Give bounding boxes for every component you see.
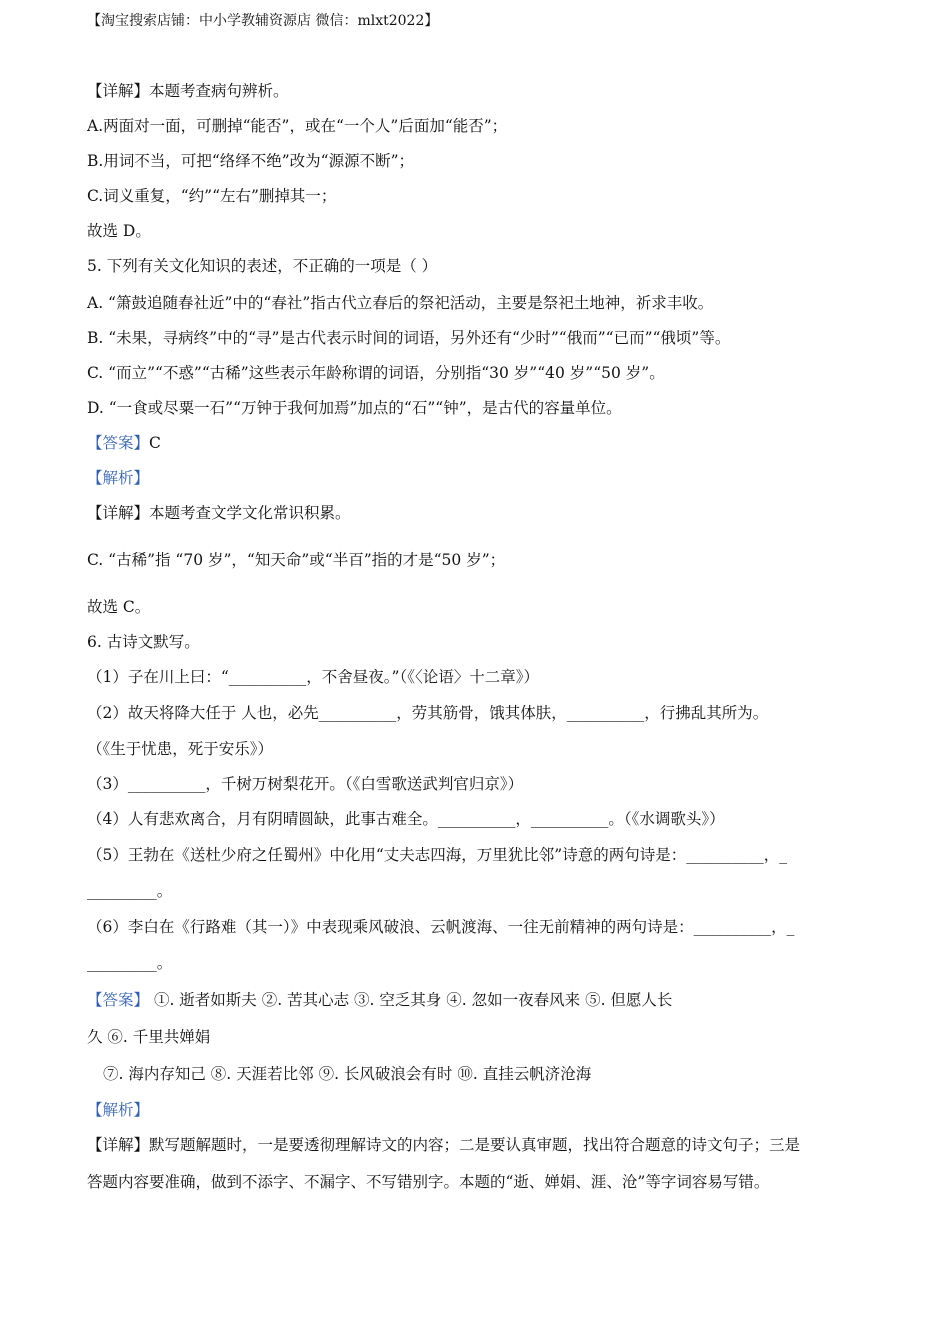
q6-answer-line-3: ⑦. 海内存知己 ⑧. 天涯若比邻 ⑨. 长风破浪会有时 ⑩. 直挂云帆济沧海 xyxy=(103,1065,592,1083)
q4-explain-c: C.词义重复，“约”“左右”删掉其一； xyxy=(87,187,337,205)
q6-answers-1: ①. 逝者如斯夫 ②. 苦其心志 ③. 空乏其身 ④. 忽如一夜春风来 ⑤. 但愿人长 xyxy=(149,991,673,1009)
q4-explain-a: A.两面对一面，可删掉“能否”，或在“一个人”后面加“能否”； xyxy=(87,117,508,135)
q6-item-5: （5）王勃在《送杜少府之任蜀州》中化用“丈夫志四海，万里犹比邻”诗意的两句诗是：__________，_ xyxy=(87,846,787,864)
q6-item-2: （2）故天将降大任于 人也，必先__________，劳其筋骨，饿其体肤，__________，行拂乱其所为。 xyxy=(87,704,769,722)
q6-analysis-label: 【解析】 xyxy=(87,1101,150,1119)
q6-item-4: （4）人有悲欢离合，月有阴晴圆缺，此事古难全。__________，__________。（《水调歌头》） xyxy=(87,810,725,828)
q5-conclusion: 故选 C。 xyxy=(87,598,151,616)
q5-answer xyxy=(87,432,161,454)
q6-item-1: （1）子在川上曰：“__________，不舍昼夜。”（《〈论语〉十二章》） xyxy=(87,668,539,686)
q5-answer-value: C xyxy=(149,434,161,452)
q6-answer-label: 【答案】 xyxy=(87,991,150,1009)
q6-answer-line-1 xyxy=(87,989,672,1011)
q6-item-2-source: （《生于忧患，死于安乐》） xyxy=(87,740,274,758)
page-header: 【淘宝搜索店铺：中小学教辅资源店 微信：mlxt2022】 xyxy=(87,13,439,29)
q6-stem: 6. 古诗文默写。 xyxy=(87,633,200,651)
q4-explain-b: B.用词不当，可把“络绎不绝”改为“源源不断”； xyxy=(87,152,415,170)
q5-stem: 5. 下列有关文化知识的表述，不正确的一项是（ ） xyxy=(87,257,438,275)
q6-detail-line-2: 答题内容要准确，做到不添字、不漏字、不写错别字。本题的“逝、婵娟、涯、沧”等字词容易写错。 xyxy=(87,1173,770,1191)
q5-option-d: D. “一食或尽粟一石”“万钟于我何加焉”加点的“石”“钟”，是古代的容量单位。 xyxy=(87,399,622,417)
q5-option-b: B. “未果，寻病终”中的“寻”是古代表示时间的词语，另外还有“少时”“俄而”“已而”“俄顷”等。 xyxy=(87,329,731,347)
q4-conclusion: 故选 D。 xyxy=(87,222,151,240)
q5-analysis-label: 【解析】 xyxy=(87,469,150,487)
q6-item-6: （6）李白在《行路难（其一）》中表现乘风破浪、云帆渡海、一往无前精神的两句诗是：__________，_ xyxy=(87,918,795,936)
q5-option-c: C. “而立”“不惑”“古稀”这些表示年龄称谓的词语，分别指“30 岁”“40 岁”“50 岁”。 xyxy=(87,364,665,382)
q6-detail-line-1: 【详解】默写题解题时，一是要透彻理解诗文的内容；二是要认真审题，找出符合题意的诗文句子；三是 xyxy=(87,1136,801,1154)
q6-item-5-cont: _________。 xyxy=(87,882,173,900)
q6-item-6-cont: _________。 xyxy=(87,954,173,972)
q5-detail: 【详解】本题考查文学文化常识积累。 xyxy=(87,504,351,522)
q5-option-a: A. “箫鼓追随春社近”中的“春社”指古代立春后的祭祀活动，主要是祭祀土地神，祈求丰收。 xyxy=(87,294,714,312)
q6-item-3: （3）__________，千树万树梨花开。（《白雪歌送武判官归京》） xyxy=(87,775,524,793)
q5-explain: C. “古稀”指 “70 岁”，“知天命”或“半百”指的才是“50 岁”； xyxy=(87,551,506,569)
q5-answer-label: 【答案】 xyxy=(87,434,150,452)
q6-answer-line-2: 久 ⑥. 千里共婵娟 xyxy=(87,1028,211,1046)
q4-detail: 【详解】本题考查病句辨析。 xyxy=(87,82,289,100)
